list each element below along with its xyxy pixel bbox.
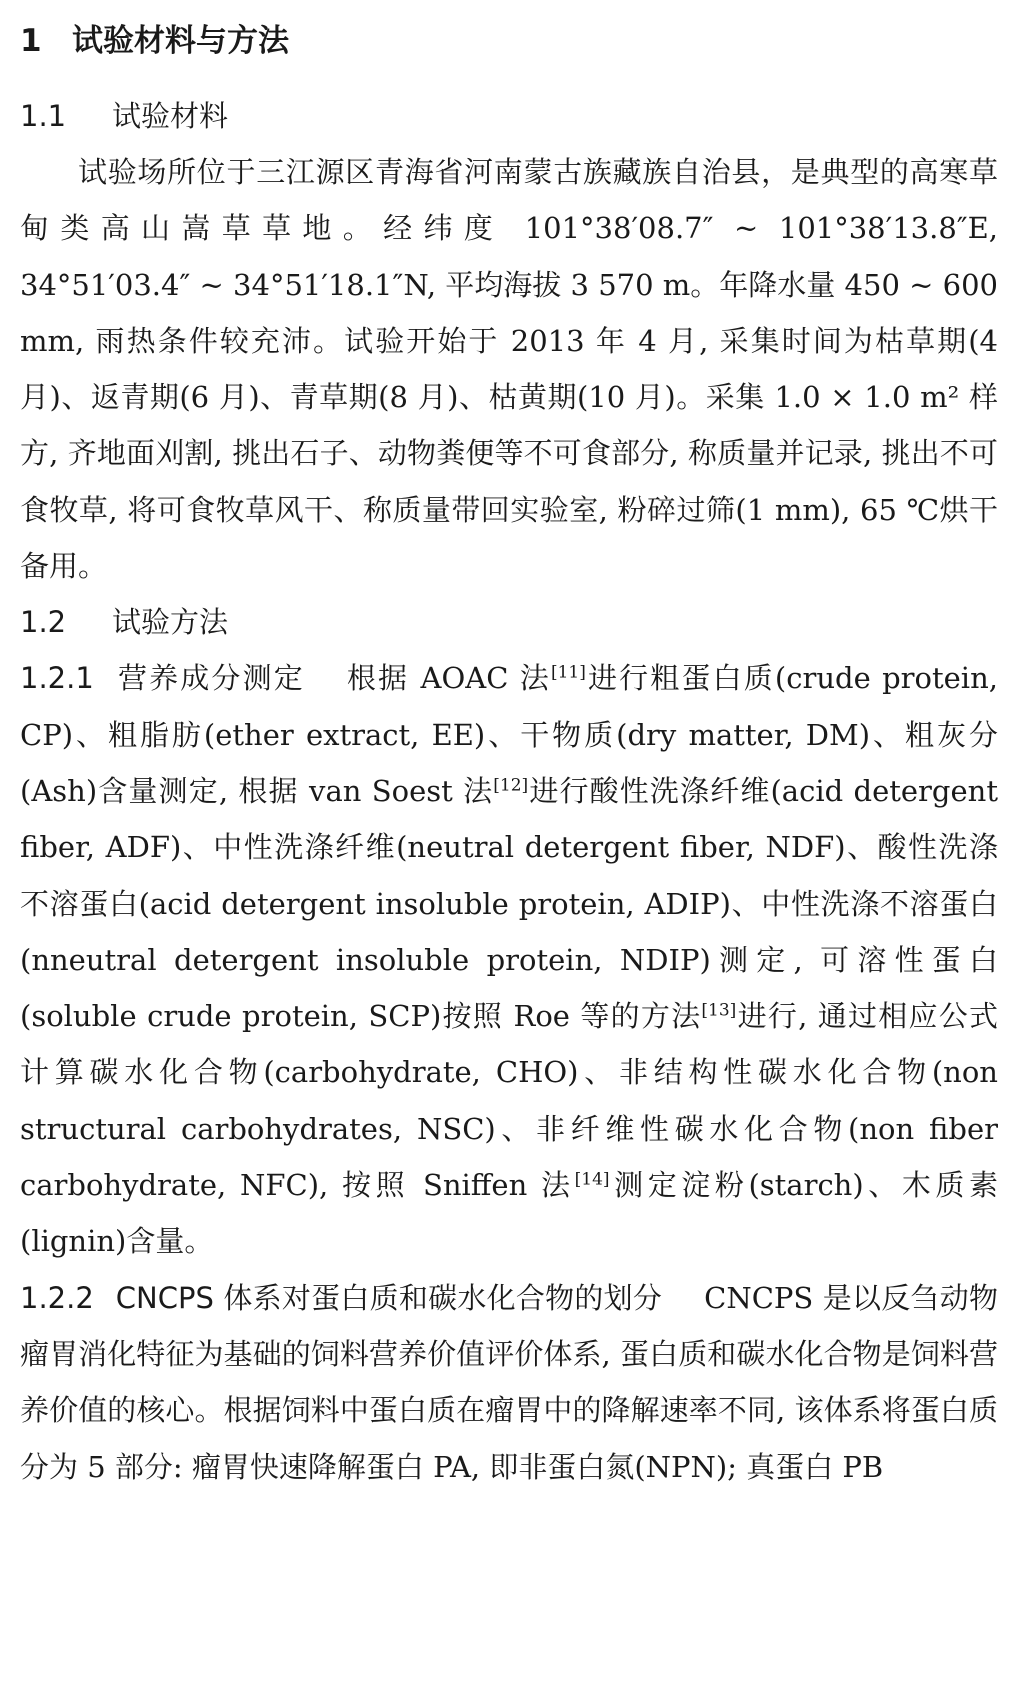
subsection-title: 试验方法 [112,605,229,640]
cncps-paragraph [20,1270,998,1495]
body-text: 进行, 通过相应公式计算碳水化合物(carbohydrate, CHO)、非结构性碳水化合物(non structural carbohydrates, NSC)、非纤维性碳水化合物(non fiber carbohydrate, NFC), 按照 Sniffen 法 [20,999,999,1203]
subsection-number: 1.2 [20,605,67,640]
section-number: 1 [20,23,42,59]
subsection-heading-methods [20,594,998,650]
materials-paragraph: 试验场所位于三江源区青海省河南蒙古族藏族自治县，是典型的高寒草甸类高山嵩草草地。经纬度 101°38′08.7″ ~ 101°38′13.8″E, 34°51′03.4″ ~ 34°51′18.1″N, 平均海拔 3 570 m。年降水量 450 ~ 600 mm, 雨热条件较充沛。试验开始于 2013 年 4 月, 采集时间为枯草期(4 月)、返青期(6 月)、青草期(8 月)、枯黄期(10 月)。采集 1.0 × 1.0 m² 样方, 齐地面刈割, 挑出石子、动物粪便等不可食部分, 称质量并记录, 挑出不可食牧草, 将可食牧草风干、称质量带回实验室, 粉碎过筛(1 mm), 65 ℃烘干备用。 [20,155,998,584]
body-text: 测定淀粉(starch)、木质素(lignin)含量。 [20,1168,998,1259]
citation-ref: [14] [574,1169,610,1190]
section-title: 试验材料与方法 [72,23,289,59]
subsubsection-number: 1.2.1 [20,661,94,696]
body-text: 进行粗蛋白质(crude protein, CP)、粗脂肪(ether extract, EE)、干物质(dry matter, DM)、粗灰分(Ash)含量测定, 根据 van Soest 法 [20,661,998,808]
subsection-heading-materials [20,88,998,144]
subsubsection-number: 1.2.2 [20,1280,94,1315]
subsection-number: 1.1 [20,99,67,133]
subsubsection-title: 营养成分测定 [115,661,305,696]
section-heading [20,14,998,68]
citation-ref: [11] [550,662,586,683]
subsubsection-title: CNCPS 体系对蛋白质和碳水化合物的划分 [115,1280,663,1315]
body-text: 进行酸性洗涤纤维(acid detergent fiber, ADF)、中性洗涤纤维(neutral detergent fiber, NDF)、酸性洗涤不溶蛋白(acid detergent insoluble protein, ADIP)、中性洗涤不溶蛋白(nneutral detergent insoluble protein, NDIP)测定, 可溶性蛋白(soluble crude protein, SCP)按照 Roe 等的方法 [20,773,998,1034]
citation-ref: [12] [493,775,529,796]
paper-page [20,14,998,1495]
citation-ref: [13] [701,1000,737,1021]
body-text: 根据 AOAC 法 [346,661,551,696]
body-text: CNCPS 是以反刍动物瘤胃消化特征为基础的饲料营养价值评价体系, 蛋白质和碳水化合物是饲料营养价值的核心。根据饲料中蛋白质在瘤胃中的降解速率不同, 该体系将蛋白质分为 5 部分: 瘤胃快速降解蛋白 PA, 即非蛋白氮(NPN); 真蛋白 PB [20,1280,999,1484]
subsection-title: 试验材料 [112,99,229,133]
nutrient-determination-paragraph [20,650,998,1269]
